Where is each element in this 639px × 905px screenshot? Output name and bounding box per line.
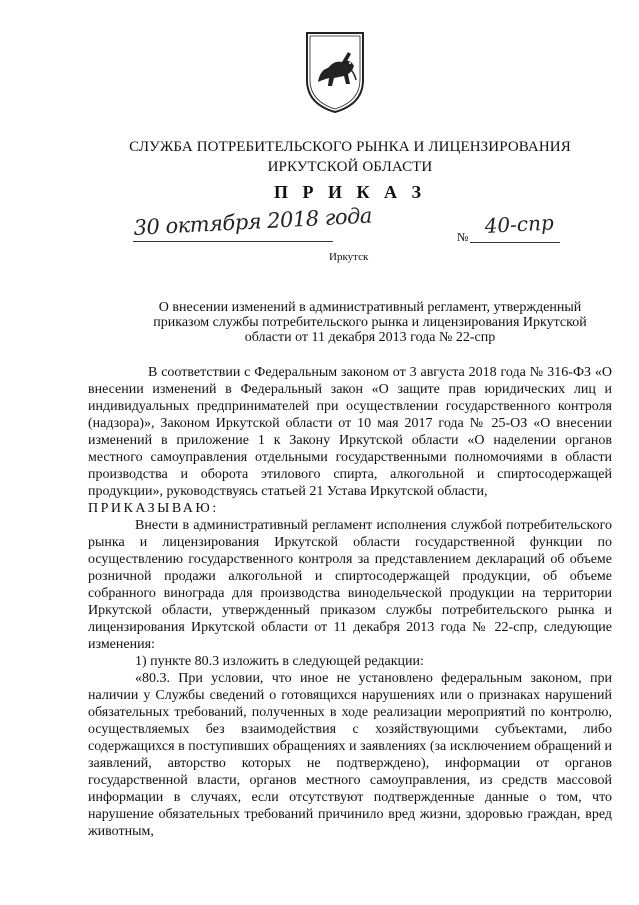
subject-line3: области от 11 декабря 2013 года № 22-спр (244, 330, 496, 345)
organization-name-line2: ИРКУТСКОЙ ОБЛАСТИ (267, 159, 433, 175)
document-body (88, 364, 612, 840)
city-name: Иркутск (329, 251, 369, 263)
number-label: № (457, 230, 469, 244)
document-subject (120, 300, 620, 345)
organization-name-line1: СЛУЖБА ПОТРЕБИТЕЛЬСКОГО РЫНКА И ЛИЦЕНЗИРОВАНИЯ (129, 139, 571, 155)
date-underline (133, 241, 333, 242)
coat-of-arms-emblem (304, 30, 366, 114)
preamble-paragraph: В соответствии с Федеральным законом от 3 августа 2018 года № 316-ФЗ «О внесении изменений в Федеральный закон «О защите прав юридических лиц и индивидуальных предпринимателей при осуществлении государственного контроля (надзора)», Законом Иркутской области от 10 мая 2017 года № 25-ОЗ «О внесении изменений в приложение 1 к Закону Иркутской области «О наделении органов местного самоуправления отдельными государственными полномочиями в области производства и оборота этилового спирта, алкогольной и спиртосодержащей продукции», руководствуясь статьей 21 Устава Иркутской области, (88, 365, 612, 499)
order-word: ПРИКАЗЫВАЮ: (88, 501, 219, 516)
handwritten-number: 40-спр (484, 210, 555, 238)
subject-line1: О внесении изменений в административный регламент, утвержденный (158, 300, 582, 315)
handwritten-date: 30 октября 2018 года (133, 203, 373, 240)
organization-name (0, 137, 639, 177)
document-type-title: П Р И К А З (273, 182, 427, 202)
amendment-paragraph: Внести в административный регламент исполнения службой потребительского рынка и лицензирования Иркутской области государственной функции по осуществлению государственного контроля за представлением деклараций об объеме розничной продажи алкогольной и спиртосодержащей продукции, об объеме собранного винограда для производства винодельческой продукции на территории Иркутской области, утвержденный приказом службы потребительского рынка и лицензирования Иркутской области от 11 декабря 2013 года № 22-спр, следующие изменения: (88, 518, 612, 652)
number-underline (470, 242, 560, 243)
quoted-amendment-text: «80.3. При условии, что иное не установлено федеральным законом, при наличии у Службы сведений о готовящихся нарушениях или о признаках нарушений обязательных требований, полученных в ходе реализации мероприятий по контролю, осуществляемых без взаимодействия с хозяйствующими субъектами, либо содержащихся в поступивших обращениях и заявлениях (за исключением обращений и заявлений, авторство которых не подтверждено), информации от органов государственной власти, органов местного самоуправления, из средств массовой информации в случаях, если отсутствуют подтвержденные данные о том, что нарушение обязательных требований причинило вред жизни, здоровью граждан, вред животным, (88, 671, 612, 839)
subject-line2: приказом службы потребительского рынка и лицензирования Иркутской (153, 315, 587, 330)
amendment-item-1: 1) пункте 80.3 изложить в следующей редакции: (135, 654, 424, 669)
